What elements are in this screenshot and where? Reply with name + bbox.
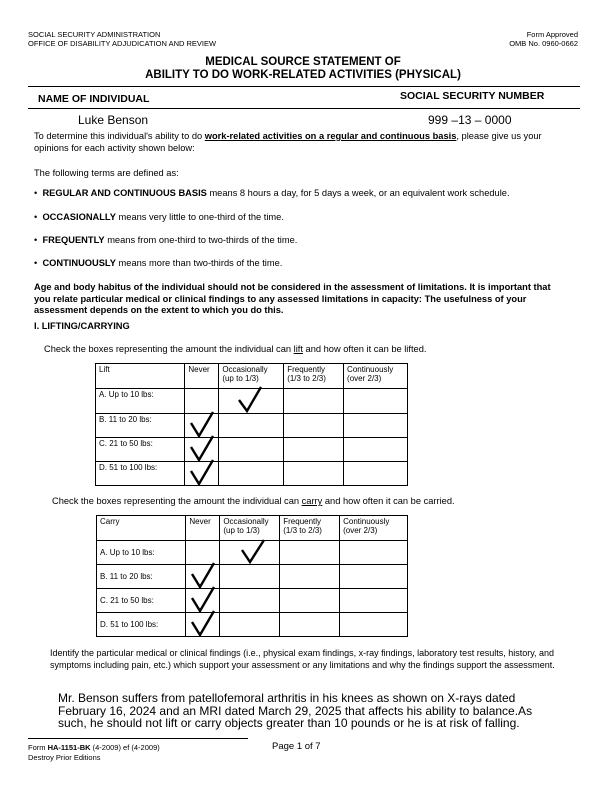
page-number: Page 1 of 7 (272, 741, 321, 752)
table-row (97, 589, 408, 613)
checkbox-cell[interactable] (340, 613, 408, 637)
title-line-2: ABILITY TO DO WORK-RELATED ACTIVITIES (PHYSICAL) (145, 69, 461, 81)
lift-col-never: Never (185, 364, 219, 389)
lift-col-occasionally: Occasionally (up to 1/3) (219, 364, 284, 389)
checkbox-cell[interactable] (220, 589, 280, 613)
checkmark-icon (190, 609, 216, 637)
ssn-separator-2: – (474, 113, 482, 127)
checkbox-cell[interactable] (340, 541, 408, 565)
carry-header-row (97, 516, 408, 541)
row-label: D. 51 to 100 lbs: (97, 613, 186, 637)
carry-col-header: Carry (97, 516, 186, 541)
footer-form-number: HA-1151-BK (47, 743, 91, 752)
checkbox-cell[interactable] (219, 462, 284, 486)
omb-header (509, 30, 578, 48)
checkbox-cell[interactable] (340, 589, 408, 613)
checkmark-icon (237, 385, 263, 413)
carry-col-continuously: Continuously (over 2/3) (340, 516, 408, 541)
agency-line-1: SOCIAL SECURITY ADMINISTRATION (28, 30, 161, 39)
table-row (96, 438, 408, 462)
footer-divider (28, 738, 248, 739)
lift-instr-underlined: lift (293, 344, 303, 354)
carry-instr-pre: Check the boxes representing the amount the individual can (52, 496, 302, 506)
terms-intro: The following terms are defined as: (34, 168, 179, 178)
ssn-part-2: 13 (458, 113, 472, 127)
carry-instr-underlined: carry (301, 496, 323, 506)
row-label: B. 11 to 20 lbs: (97, 565, 186, 589)
intro-text (34, 131, 564, 154)
checkbox-cell[interactable] (284, 462, 344, 486)
checkbox-cell[interactable] (219, 414, 284, 438)
ssn-part-3: 0000 (484, 113, 512, 127)
ssn-separator-1: – (451, 113, 459, 127)
lift-col-frequently: Frequently (1/3 to 2/3) (284, 364, 344, 389)
notice-text: Age and body habitus of the individual should not be considered in the assessment of limitations. It is important that you relate particular medical or clinical findings to any assessed limitations in capacity: The usefulness of your assessment depends on the extent to which you do this. (34, 282, 551, 315)
destroy-notice: Destroy Prior Editions (28, 753, 101, 762)
checkbox-cell[interactable] (340, 565, 408, 589)
row-label: B. 11 to 20 lbs: (96, 414, 185, 438)
ssn-part-1: 999 (428, 113, 449, 127)
checkbox-cell[interactable] (280, 541, 340, 565)
intro-pre: To determine this individual's ability to do (34, 131, 205, 141)
lift-col-header: Lift (96, 364, 185, 389)
definition-item (34, 258, 574, 270)
identity-divider (28, 108, 580, 109)
carry-instructions (52, 496, 455, 508)
definition-text: means 8 hours a day, for 5 days a week, or an equivalent work schedule. (206, 188, 510, 198)
row-label: A. Up to 10 lbs: (97, 541, 186, 565)
footer-form-post: (4-2009) ef (4-2009) (90, 743, 160, 752)
table-row (97, 613, 408, 637)
definition-term: REGULAR AND CONTINUOUS BASIS (42, 188, 207, 198)
row-label: C. 21 to 50 lbs: (97, 589, 186, 613)
footer-form-pre: Form (28, 743, 48, 752)
findings-instructions: Identify the particular medical or clinical findings (i.e., physical exam findings, x-ray findings, laboratory test results, history, and symptoms including pain, etc.) which support your assessment or any limitations and why the findings support the assessment. (50, 648, 555, 670)
ssn-label: SOCIAL SECURITY NUMBER (400, 90, 545, 102)
checkmark-icon (240, 538, 266, 564)
checkbox-cell[interactable] (284, 438, 344, 462)
checkbox-cell[interactable] (344, 438, 408, 462)
name-field[interactable]: Luke Benson (78, 113, 149, 127)
form-title (0, 56, 606, 82)
bullet-icon: • (34, 258, 38, 268)
definition-text: means more than two-thirds of the time. (115, 258, 283, 268)
definition-item (34, 188, 574, 200)
definition-text: means very little to one-third of the time. (115, 212, 284, 222)
definition-text: means from one-third to two-thirds of the time. (104, 235, 298, 245)
form-approved-text: Form Approved (526, 30, 578, 39)
checkbox-cell[interactable] (220, 613, 280, 637)
lift-instr-pre: Check the boxes representing the amount the individual can (44, 344, 294, 354)
bullet-icon: • (34, 188, 38, 198)
intro-underlined: work-related activities on a regular and continuous basis (204, 131, 457, 141)
title-line-1: MEDICAL SOURCE STATEMENT OF (205, 56, 401, 68)
carry-table (96, 515, 408, 637)
table-row (97, 565, 408, 589)
intro-post: , please give us your opinions for each activity shown below: (34, 131, 542, 153)
ssn-field[interactable] (428, 113, 512, 127)
checkmark-icon (189, 458, 215, 486)
carry-instr-post: and how often it can be carried. (322, 496, 455, 506)
checkbox-cell[interactable] (344, 414, 408, 438)
agency-header (28, 30, 216, 48)
lift-instructions (44, 344, 426, 356)
carry-col-never: Never (186, 516, 220, 541)
definition-term: OCCASIONALLY (42, 212, 116, 222)
bullet-icon: • (34, 235, 38, 245)
table-row (96, 414, 408, 438)
bullet-icon: • (34, 212, 38, 222)
agency-line-2: OFFICE OF DISABILITY ADJUDICATION AND REVIEW (28, 39, 217, 48)
definition-term: CONTINUOUSLY (42, 258, 116, 268)
row-label: C. 21 to 50 lbs: (96, 438, 185, 462)
lift-instr-post: and how often it can be lifted. (302, 344, 427, 354)
definition-item (34, 235, 574, 247)
table-row (96, 462, 408, 486)
row-label: A. Up to 10 lbs: (96, 389, 185, 414)
checkbox-cell[interactable] (284, 414, 344, 438)
definition-term: FREQUENTLY (42, 235, 105, 245)
checkbox-cell[interactable] (280, 613, 340, 637)
title-divider (28, 86, 580, 87)
lift-col-continuously: Continuously (over 2/3) (344, 364, 408, 389)
carry-col-frequently: Frequently (1/3 to 2/3) (280, 516, 340, 541)
checkbox-cell[interactable] (280, 589, 340, 613)
checkbox-cell[interactable] (344, 389, 408, 414)
checkbox-cell[interactable] (284, 389, 344, 414)
checkbox-cell[interactable] (344, 462, 408, 486)
findings-narrative[interactable]: Mr. Benson suffers from patellofemoral arthritis in his knees as shown on X-rays dated February 16, 2024 and an MRI dated March 29, 2025 that affects his ability to balance.As such, he should not lift or carry objects greater than 10 pounds or he is at risk of falling. (58, 691, 533, 730)
checkbox-cell[interactable] (280, 565, 340, 589)
section-title: I. LIFTING/CARRYING (34, 321, 130, 331)
definition-item (34, 212, 574, 224)
footer-form-id (28, 743, 160, 752)
carry-col-occasionally: Occasionally (up to 1/3) (220, 516, 280, 541)
omb-number: OMB No. 0960-0662 (509, 39, 578, 48)
row-label: D. 51 to 100 lbs: (96, 462, 185, 486)
checkbox-cell[interactable] (220, 565, 280, 589)
checkbox-cell[interactable] (219, 438, 284, 462)
name-label: NAME OF INDIVIDUAL (38, 93, 150, 105)
lift-table (95, 363, 408, 486)
